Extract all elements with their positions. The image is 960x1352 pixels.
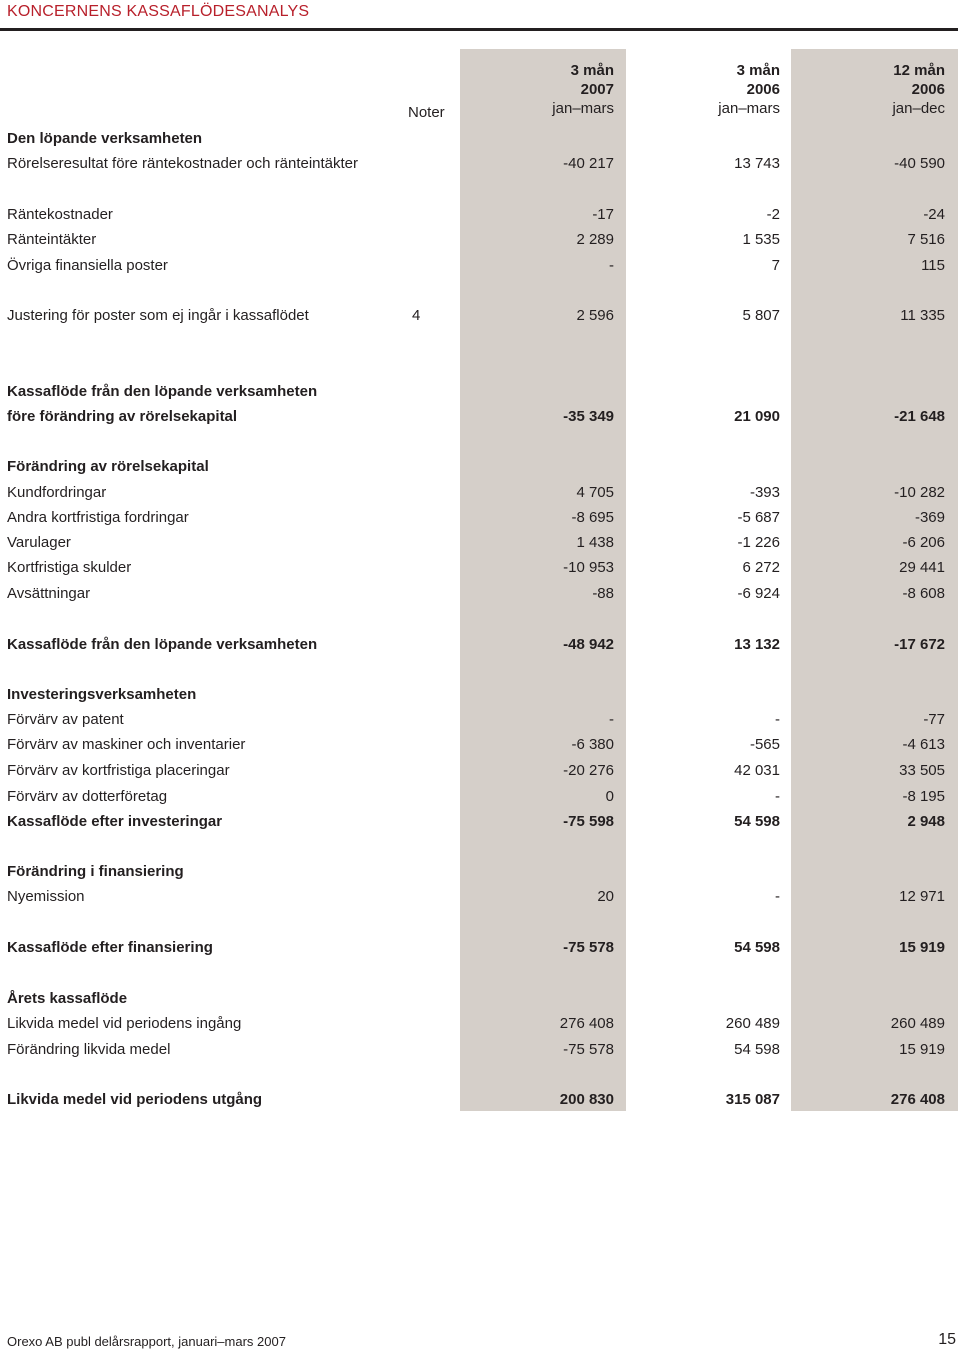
row-value: 54 598 — [734, 1041, 780, 1058]
row-value: -20 276 — [563, 762, 614, 779]
row-value: -6 924 — [737, 585, 780, 602]
row-label: Årets kassaflöde — [7, 990, 128, 1007]
noter-header: Noter — [408, 104, 445, 121]
table-row — [0, 583, 960, 605]
row-value: -6 206 — [902, 534, 945, 551]
column-header-year: 2007 — [580, 81, 614, 98]
column-header-period: 3 mån — [736, 62, 780, 79]
table-row — [0, 456, 960, 478]
row-value: - — [775, 788, 780, 805]
row-label: Förändring likvida medel — [7, 1041, 171, 1058]
row-label: Likvida medel vid periodens ingång — [7, 1015, 242, 1032]
row-value: 13 132 — [734, 636, 780, 653]
row-label: Kassaflöde efter finansiering — [7, 939, 213, 956]
row-value: -5 687 — [737, 509, 780, 526]
row-value: -8 695 — [571, 509, 614, 526]
row-value: 7 516 — [907, 231, 945, 248]
row-value: -1 226 — [737, 534, 780, 551]
table-row — [0, 1089, 960, 1111]
page-number: 15 — [938, 1331, 956, 1348]
row-label: Rörelseresultat före räntekostnader och ränteintäkter — [7, 155, 359, 172]
row-value: 21 090 — [734, 408, 780, 425]
table-row — [0, 937, 960, 959]
row-value: 115 — [921, 257, 945, 274]
row-value: 12 971 — [899, 888, 945, 905]
row-label: Övriga finansiella poster — [7, 257, 168, 274]
row-label: före förändring av rörelsekapital — [7, 408, 238, 425]
row-value: -35 349 — [563, 408, 614, 425]
row-value: -17 672 — [894, 636, 945, 653]
row-label: Ränteintäkter — [7, 231, 97, 248]
row-label: Andra kortfristiga fordringar — [7, 509, 189, 526]
table-row — [0, 153, 960, 175]
row-value: 2 289 — [576, 231, 614, 248]
table-row — [0, 709, 960, 731]
table-row — [0, 557, 960, 579]
row-label: Kassaflöde från den löpande verksamheten — [7, 383, 318, 400]
row-value: 1 535 — [742, 231, 780, 248]
row-label: Förvärv av kortfristiga placeringar — [7, 762, 230, 779]
row-label: Förvärv av dotterföretag — [7, 788, 168, 805]
table-row — [0, 406, 960, 428]
row-value: -8 608 — [902, 585, 945, 602]
table-row — [0, 229, 960, 251]
row-label: Likvida medel vid periodens utgång — [7, 1091, 263, 1108]
table-row — [0, 1013, 960, 1035]
row-value: 2 596 — [576, 307, 614, 324]
row-value: -10 953 — [563, 559, 614, 576]
row-value: 13 743 — [734, 155, 780, 172]
row-label: Investeringsverksamheten — [7, 686, 197, 703]
table-row — [0, 734, 960, 756]
table-row — [0, 128, 960, 150]
row-value: 260 489 — [890, 1015, 945, 1032]
table-row — [0, 760, 960, 782]
row-label: Justering för poster som ej ingår i kassaflödet — [7, 307, 309, 324]
row-label: Avsättningar — [7, 585, 91, 602]
column-header-range: jan–dec — [892, 100, 945, 117]
table-row — [0, 204, 960, 226]
row-value: 1 438 — [576, 534, 614, 551]
table-row — [0, 1039, 960, 1061]
row-value: - — [609, 711, 614, 728]
column-header-period: 12 mån — [893, 62, 945, 79]
row-label: Förändring av rörelsekapital — [7, 458, 209, 475]
row-label: Nyemission — [7, 888, 85, 905]
row-value: 54 598 — [734, 939, 780, 956]
row-label: Kundfordringar — [7, 484, 107, 501]
table-row — [0, 861, 960, 883]
row-value: -48 942 — [563, 636, 614, 653]
column-header-year: 2006 — [911, 81, 945, 98]
row-value: 276 408 — [890, 1091, 945, 1108]
table-row — [0, 507, 960, 529]
row-value: 6 272 — [742, 559, 780, 576]
row-value: -8 195 — [902, 788, 945, 805]
row-value: -21 648 — [894, 408, 945, 425]
table-row — [0, 255, 960, 277]
row-label: Förvärv av maskiner och inventarier — [7, 736, 246, 753]
row-value: 15 919 — [899, 1041, 945, 1058]
row-label: Varulager — [7, 534, 71, 551]
row-value: -75 578 — [563, 939, 614, 956]
row-label: Kassaflöde från den löpande verksamheten — [7, 636, 318, 653]
row-value: -565 — [749, 736, 780, 753]
row-value: -40 217 — [563, 155, 614, 172]
row-value: 260 489 — [725, 1015, 780, 1032]
row-value: 33 505 — [899, 762, 945, 779]
footer-text: Orexo AB publ delårsrapport, januari–mars 2007 — [7, 1334, 286, 1349]
row-value: - — [775, 888, 780, 905]
row-value: -24 — [923, 206, 945, 223]
row-value: 11 335 — [900, 307, 945, 324]
table-row — [0, 381, 960, 403]
row-label: Räntekostnader — [7, 206, 113, 223]
row-label: Kassaflöde efter investeringar — [7, 813, 223, 830]
row-value: - — [609, 257, 614, 274]
column-header-range: jan–mars — [552, 100, 614, 117]
page-title: KONCERNENS KASSAFLÖDESANALYS — [7, 3, 310, 20]
row-value: 5 807 — [742, 307, 780, 324]
table-row — [0, 684, 960, 706]
column-header-range: jan–mars — [718, 100, 780, 117]
row-value: 200 830 — [559, 1091, 614, 1108]
row-value: 15 919 — [899, 939, 945, 956]
column-header-year: 2006 — [746, 81, 780, 98]
row-label: Förvärv av patent — [7, 711, 124, 728]
column-header-full-2006 — [892, 61, 945, 118]
row-value: 2 948 — [907, 813, 945, 830]
row-value: 20 — [597, 888, 614, 905]
column-header-q1-2007 — [552, 61, 614, 118]
row-note: 4 — [412, 307, 421, 324]
row-label: Förändring i finansiering — [7, 863, 184, 880]
table-row — [0, 305, 960, 327]
row-value: 54 598 — [734, 813, 780, 830]
row-label: Kortfristiga skulder — [7, 559, 132, 576]
table-row — [0, 988, 960, 1010]
column-header-q1-2006 — [718, 61, 780, 118]
row-value: -393 — [749, 484, 780, 501]
table-row — [0, 786, 960, 808]
row-value: -17 — [592, 206, 614, 223]
column-header-period: 3 mån — [570, 62, 614, 79]
row-label: Den löpande verksamheten — [7, 130, 203, 147]
table-row — [0, 811, 960, 833]
row-value: -75 598 — [563, 813, 614, 830]
row-value: 7 — [771, 257, 780, 274]
table-row — [0, 532, 960, 554]
row-value: -369 — [914, 509, 945, 526]
row-value: -40 590 — [894, 155, 945, 172]
row-value: -4 613 — [902, 736, 945, 753]
row-value: 0 — [605, 788, 614, 805]
title-rule — [0, 28, 958, 31]
row-value: - — [775, 711, 780, 728]
row-value: -6 380 — [571, 736, 614, 753]
table-row — [0, 634, 960, 656]
row-value: -88 — [592, 585, 614, 602]
table-row — [0, 482, 960, 504]
row-value: -75 578 — [563, 1041, 614, 1058]
row-value: 315 087 — [725, 1091, 780, 1108]
row-value: -77 — [923, 711, 945, 728]
row-value: -10 282 — [894, 484, 945, 501]
table-row — [0, 886, 960, 908]
row-value: 276 408 — [559, 1015, 614, 1032]
row-value: 4 705 — [576, 484, 614, 501]
row-value: 42 031 — [734, 762, 780, 779]
row-value: -2 — [766, 206, 780, 223]
row-value: 29 441 — [899, 559, 945, 576]
